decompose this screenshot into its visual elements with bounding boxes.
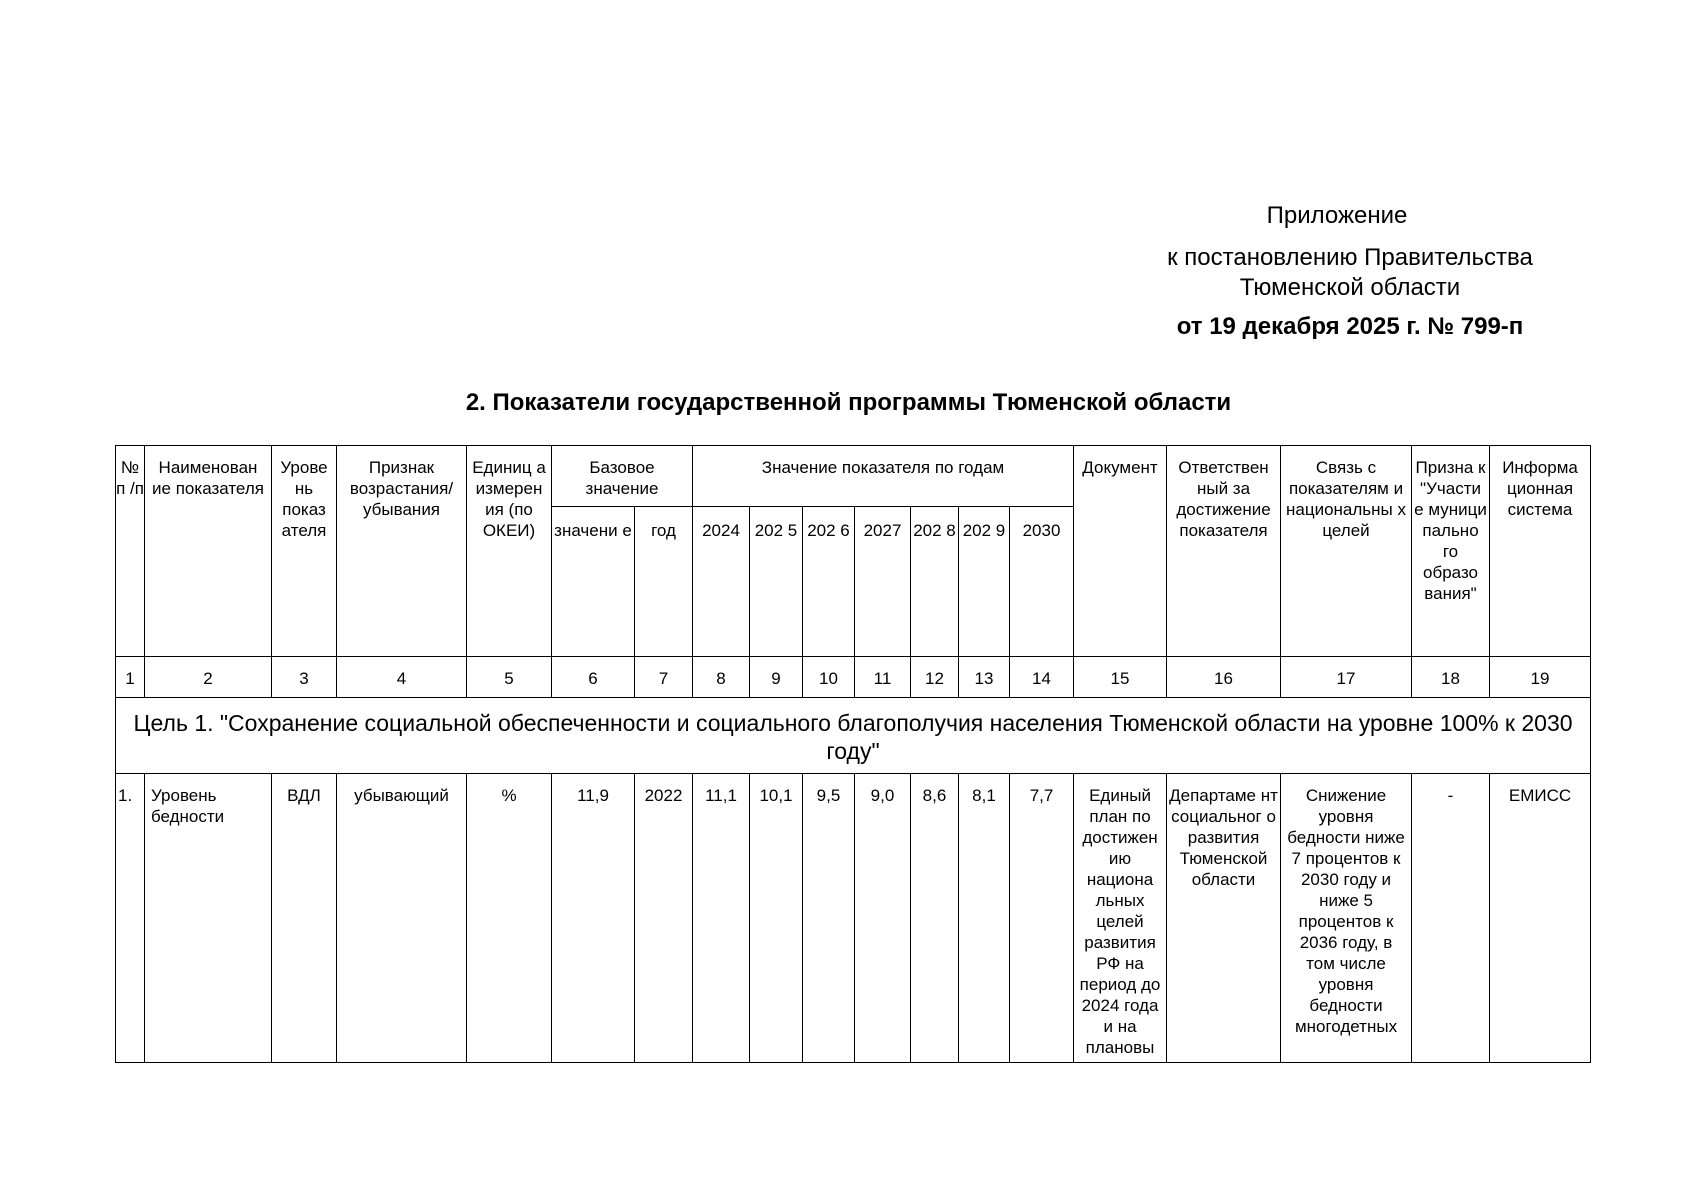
table-row bbox=[116, 774, 1591, 1063]
header-year-2029: 202 9 bbox=[959, 507, 1010, 657]
header-sign: Признак возрастания/ убывания bbox=[337, 446, 467, 657]
header-year-2027: 2027 bbox=[855, 507, 911, 657]
row-base-year: 2022 bbox=[635, 774, 693, 1063]
appendix-title: Приложение bbox=[1266, 202, 1408, 229]
column-number: 8 bbox=[693, 657, 750, 698]
header-year-2028: 202 8 bbox=[911, 507, 959, 657]
goal-text: Цель 1. "Сохранение социальной обеспеченности и социального благополучия населения Тюменской области на уровне 100% к 2030 году" bbox=[116, 698, 1591, 774]
row-value-2029: 8,1 bbox=[959, 774, 1010, 1063]
column-number: 13 bbox=[959, 657, 1010, 698]
column-number: 11 bbox=[855, 657, 911, 698]
header-link: Связь с показателям и национальны х целей bbox=[1281, 446, 1412, 657]
column-number: 10 bbox=[803, 657, 855, 698]
row-responsible: Департаме нт социальног о развития Тюменской области bbox=[1167, 774, 1281, 1063]
column-number: 15 bbox=[1074, 657, 1167, 698]
column-number: 19 bbox=[1490, 657, 1591, 698]
column-number-row bbox=[116, 657, 1591, 698]
section-title: 2. Показатели государственной программы Тюменской области bbox=[465, 389, 1232, 416]
header-years-group: Значение показателя по годам bbox=[693, 446, 1074, 507]
header-base-value: значени е bbox=[552, 507, 635, 657]
row-base-value: 11,9 bbox=[552, 774, 635, 1063]
row-info-system: ЕМИСС bbox=[1490, 774, 1591, 1063]
row-value-2026: 9,5 bbox=[803, 774, 855, 1063]
column-number: 18 bbox=[1412, 657, 1490, 698]
appendix-line-2: Тюменской области bbox=[1239, 274, 1461, 301]
header-base-year: год bbox=[635, 507, 693, 657]
header-row-1 bbox=[116, 446, 1591, 507]
appendix-date: от 19 декабря 2025 г. № 799-п bbox=[1176, 313, 1524, 340]
row-value-2024: 11,1 bbox=[693, 774, 750, 1063]
row-document: Единый план по достижен ию национа льных целей развития РФ на период до 2024 года и на плановы bbox=[1074, 774, 1167, 1063]
column-number: 3 bbox=[272, 657, 337, 698]
column-number: 9 bbox=[750, 657, 803, 698]
row-sign: убывающий bbox=[337, 774, 467, 1063]
header-responsible: Ответствен ный за достижение показателя bbox=[1167, 446, 1281, 657]
column-number: 5 bbox=[467, 657, 552, 698]
column-number: 12 bbox=[911, 657, 959, 698]
column-number: 6 bbox=[552, 657, 635, 698]
column-number: 17 bbox=[1281, 657, 1412, 698]
row-num: 1. bbox=[116, 774, 145, 1063]
row-unit: % bbox=[467, 774, 552, 1063]
row-value-2025: 10,1 bbox=[750, 774, 803, 1063]
header-name: Наименован ие показателя bbox=[145, 446, 272, 657]
header-year-2030: 2030 bbox=[1010, 507, 1074, 657]
row-value-2030: 7,7 bbox=[1010, 774, 1074, 1063]
header-year-2025: 202 5 bbox=[750, 507, 803, 657]
indicators-table bbox=[115, 445, 1591, 1063]
row-link: Снижение уровня бедности ниже 7 процентов к 2030 году и ниже 5 процентов к 2036 году, в том числе уровня бедности многодетных bbox=[1281, 774, 1412, 1063]
row-name: Уровень бедности bbox=[145, 774, 272, 1063]
header-year-2026: 202 6 bbox=[803, 507, 855, 657]
header-base: Базовое значение bbox=[552, 446, 693, 507]
header-document: Документ bbox=[1074, 446, 1167, 657]
column-number: 1 bbox=[116, 657, 145, 698]
goal-row bbox=[116, 698, 1591, 774]
header-num: № п /п bbox=[116, 446, 145, 657]
header-unit: Единиц а измерен ия (по ОКЕИ) bbox=[467, 446, 552, 657]
column-number: 2 bbox=[145, 657, 272, 698]
column-number: 14 bbox=[1010, 657, 1074, 698]
column-number: 4 bbox=[337, 657, 467, 698]
appendix-line-1: к постановлению Правительства bbox=[1167, 244, 1533, 271]
header-municipal: Призна к "Участи е муници пально го образо вания" bbox=[1412, 446, 1490, 657]
row-value-2027: 9,0 bbox=[855, 774, 911, 1063]
column-number: 16 bbox=[1167, 657, 1281, 698]
header-level: Урове нь показ ателя bbox=[272, 446, 337, 657]
header-info-system: Информа ционная система bbox=[1490, 446, 1591, 657]
row-value-2028: 8,6 bbox=[911, 774, 959, 1063]
header-year-2024: 2024 bbox=[693, 507, 750, 657]
row-level: ВДЛ bbox=[272, 774, 337, 1063]
row-municipal: - bbox=[1412, 774, 1490, 1063]
column-number: 7 bbox=[635, 657, 693, 698]
